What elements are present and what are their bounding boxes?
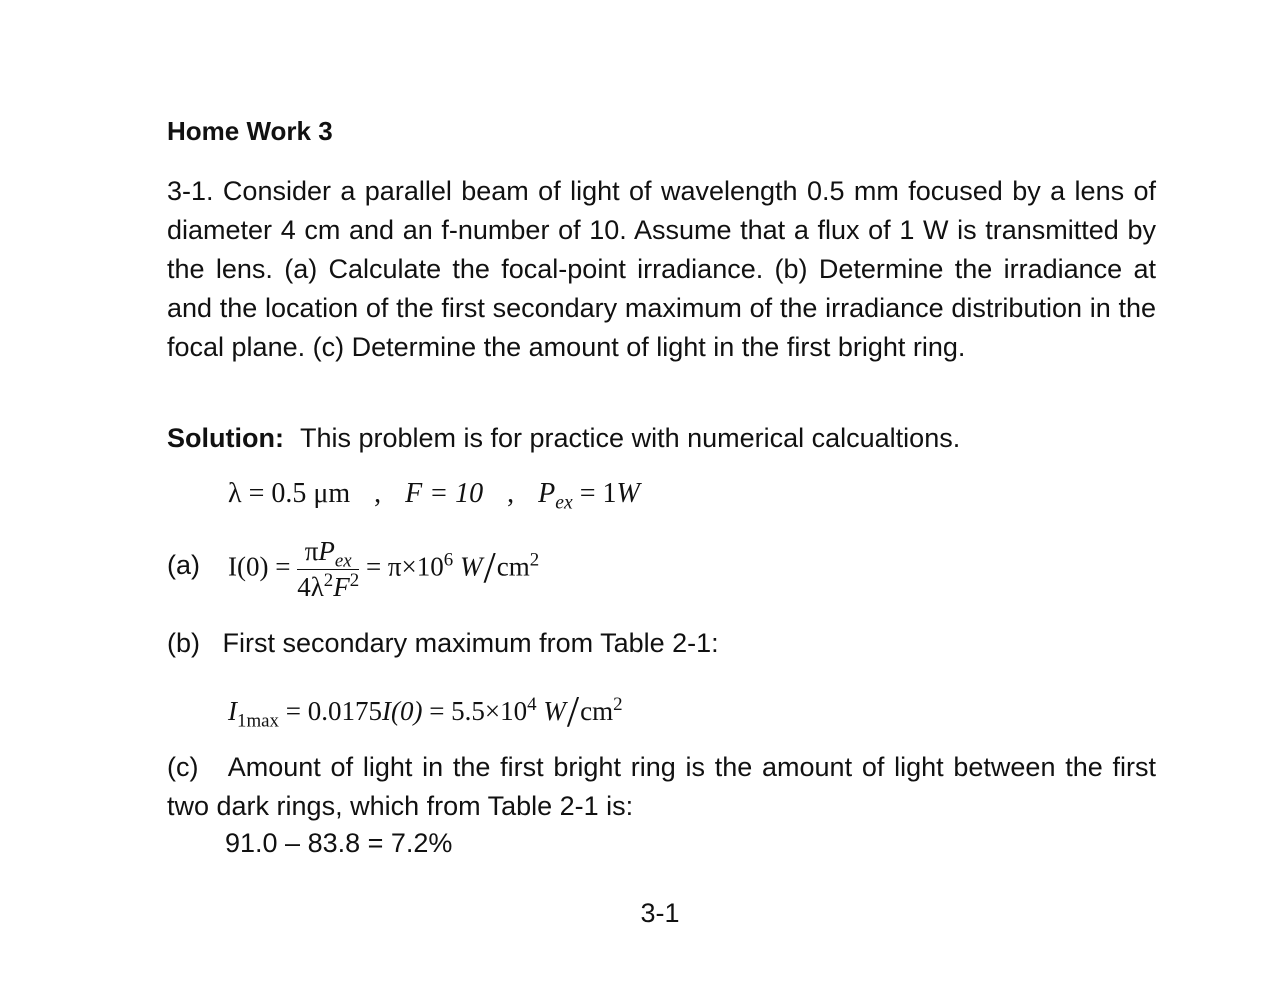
part-a-exponent: 6 [443,549,454,571]
unit-watt: W [460,551,483,582]
given-values [228,478,640,514]
unit-exponent: 2 [529,549,540,571]
given-power-symbol: P [538,478,556,509]
part-b-equation [228,686,623,737]
solution-intro: This problem is for practice with numerical calcualtions. [299,423,961,453]
part-c-label: (c) [167,752,199,782]
given-power-unit: W [616,478,640,509]
part-b-lhs: I [228,696,237,726]
part-a-equation [228,536,539,603]
part-c-paragraph [167,748,1156,826]
solution-label: Solution: [167,423,284,453]
unit-cm: cm [496,551,530,582]
unit-watt: W [543,696,566,726]
fraction-denominator: $4\lambda^2F^2$ [297,570,360,602]
part-b-label: (b) [167,628,200,658]
fraction-numerator: $\pi P_{ex}$ [297,536,359,570]
given-power-subscript: ex [555,492,573,514]
unit-slash: / [483,542,496,592]
page-number: 3-1 [640,898,680,928]
part-b-text: First secondary maximum from Table 2-1: [222,628,719,658]
unit-cm: cm [580,696,614,726]
given-wavelength: λ = 0.5 μm [228,478,351,509]
part-a-rhs: = π×10 [365,551,444,582]
solution-heading [167,423,960,454]
unit-slash: / [566,687,580,736]
unit-exponent: 2 [613,694,623,715]
part-a-lhs: I(0) = [228,551,291,582]
part-b-exponent: 4 [527,694,537,715]
given-f-number: F = 10 [405,478,484,509]
page-title: Home Work 3 [167,116,333,146]
problem-statement: 3-1. Consider a parallel beam of light of wavelength 0.5 mm focused by a lens of diameter 4 cm and an f-number of 10. Assume that a flux of 1 W is transmitted by the lens. (a) Calculate the focal-point irradiance. (b) Determine the irradiance at and the location of the first secondary maximum of the irradiance distribution in the focal plane. (c) Determine the amount of light in the first bright ring. [167,176,1156,362]
given-separator: , [374,478,382,509]
part-c-result: 91.0 – 83.8 = 7.2% [225,828,453,858]
part-b-mid: = 0.0175 [285,696,382,726]
given-power-value: = 1 [579,478,617,509]
part-a-fraction [297,536,359,603]
part-b-heading [167,628,719,659]
part-b-mid-i: I(0) [381,696,423,726]
given-separator: , [507,478,515,509]
part-b-rhs: = 5.5×10 [429,696,528,726]
part-a-label: (a) [167,550,200,580]
part-c-text: Amount of light in the first bright ring is the amount of light between the first two dark rings, which from Table 2-1 is: [167,752,1156,821]
part-b-subscript: 1max [237,710,279,732]
